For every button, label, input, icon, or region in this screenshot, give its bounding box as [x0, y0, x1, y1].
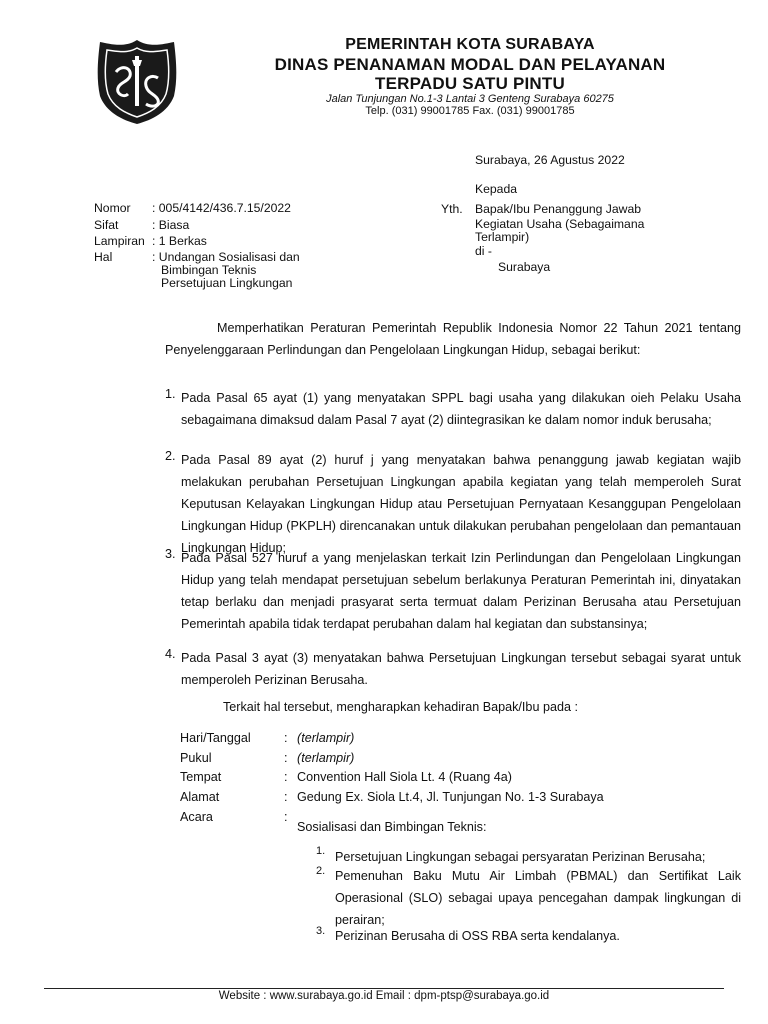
footer-divider — [44, 988, 724, 989]
meta-lampiran — [94, 234, 207, 248]
detail-colon: : — [284, 790, 288, 804]
meta-lampiran-label: Lampiran — [94, 234, 145, 248]
letter-date: Surabaya, 26 Agustus 2022 — [475, 153, 625, 167]
list-item: Pada Pasal 3 ayat (3) menyatakan bahwa Persetujuan Lingkungan tersebut sebagai syarat untuk memperoleh Perizinan Berusaha. — [181, 651, 741, 687]
meta-nomor — [94, 201, 291, 215]
header-government-name: PEMERINTAH KOTA SURABAYA — [345, 36, 595, 53]
meta-hal-value: : Undangan Sosialisasi dan — [152, 250, 300, 264]
detail-hari-value: (terlampir) — [297, 731, 355, 745]
list-item: Pada Pasal 527 huruf a yang menjelaskan terkait Izin Perlindungan dan Pengelolaan Lingkungan Hidup yang telah mendapat persetujuan sebelum berlakunya Peraturan Pemerintah ini, dinyatakan tetap berlaku dan menjadi prasyarat serta termuat dalam Perizinan Berusaha atau Persetujuan Pemerintah apabila tidak terdapat perubahan dalam hal kegiatan dan substansinya; — [181, 551, 741, 631]
item-number: 1. — [165, 387, 176, 401]
detail-hari-label: Hari/Tanggal — [180, 731, 251, 745]
acara-item: Pemenuhan Baku Mutu Air Limbah (PBMAL) dan Sertifikat Laik Operasional (SLO) sebagai upaya pencegahan dampak lingkungan di perairan; — [335, 869, 741, 927]
detail-pukul-label: Pukul — [180, 751, 212, 765]
recipient-name-line3: Terlampir) — [475, 230, 530, 244]
recipient-di: di - — [475, 244, 492, 258]
acara-item-number: 1. — [316, 845, 326, 857]
closing-sentence: Terkait hal tersebut, mengharapkan kehadiran Bapak/Ibu pada : — [223, 700, 578, 714]
meta-sifat — [94, 218, 189, 232]
meta-lampiran-value: : 1 Berkas — [152, 234, 207, 248]
acara-item: Persetujuan Lingkungan sebagai persyaratan Perizinan Berusaha; — [335, 850, 706, 864]
header-address: Jalan Tunjungan No.1-3 Lantai 3 Genteng Surabaya 60275 — [326, 93, 614, 105]
recipient-city: Surabaya — [498, 260, 551, 274]
recipient-kepada: Kepada — [475, 182, 518, 196]
recipient-name-line2: Kegiatan Usaha (Sebagaimana — [475, 217, 645, 231]
list-item: Pada Pasal 65 ayat (1) yang menyatakan SPPL bagi usaha yang dilakukan oieh Pelaku Usaha sebagaimana dimaksud dalam Pasal 7 ayat (2) diintegrasikan ke dalam nomor induk berusaha; — [181, 391, 741, 427]
detail-pukul-value: (terlampir) — [297, 751, 355, 765]
detail-colon: : — [284, 731, 288, 745]
meta-nomor-value: : 005/4142/436.7.15/2022 — [152, 201, 291, 215]
meta-hal-value-line2: Bimbingan Teknis — [161, 263, 257, 277]
detail-tempat-value: Convention Hall Siola Lt. 4 (Ruang 4a) — [297, 770, 512, 784]
meta-sifat-value: : Biasa — [152, 218, 190, 232]
detail-tempat-label: Tempat — [180, 770, 222, 784]
footer-contact: Website : www.surabaya.go.id Email : dpm-ptsp@surabaya.go.id — [218, 990, 550, 1002]
detail-alamat-value: Gedung Ex. Siola Lt.4, Jl. Tunjungan No. 1-3 Surabaya — [297, 790, 604, 804]
detail-colon: : — [284, 751, 288, 765]
header-agency-name-line1: DINAS PENANAMAN MODAL DAN PELAYANAN — [274, 55, 666, 74]
meta-nomor-label: Nomor — [94, 201, 131, 215]
detail-alamat-label: Alamat — [180, 790, 220, 804]
list-item: Pada Pasal 89 ayat (2) huruf j yang menyatakan bahwa penanggung jawab kegiatan wajib melakukan perubahan Persetujuan Lingkungan apabila kegiatan yang telah memperoleh Surat Keputusan Kelayakan Lingkungan Hidup atau Persetujuan Pernyataan Kesanggupan Pengelolaan Lingkungan Hidup (PKPLH) direncanakan untuk dilakukan perubahan pengelolaan dan pemantauan Lingkungan Hidup; — [181, 453, 741, 555]
city-emblem-logo — [94, 38, 180, 126]
recipient-name-line1: Bapak/Ibu Penanggung Jawab — [475, 202, 642, 216]
meta-hal-label: Hal — [94, 250, 113, 264]
item-number: 4. — [165, 647, 176, 661]
detail-acara-value: Sosialisasi dan Bimbingan Teknis: — [297, 820, 487, 834]
header-agency-name-line2: TERPADU SATU PINTU — [375, 74, 565, 93]
header-phone: Telp. (031) 99001785 Fax. (031) 99001785 — [365, 105, 575, 117]
item-number: 3. — [165, 547, 176, 561]
detail-colon: : — [284, 810, 288, 824]
intro-paragraph: Memperhatikan Peraturan Pemerintah Republik Indonesia Nomor 22 Tahun 2021 tentang Penyelenggaraan Perlindungan dan Pengelolaan Lingkungan Hidup, sebagai berikut: — [165, 321, 741, 357]
meta-sifat-label: Sifat — [94, 218, 119, 232]
acara-item: Perizinan Berusaha di OSS RBA serta kendalanya. — [335, 929, 620, 943]
recipient-yth: Yth. — [441, 202, 463, 216]
acara-item-number: 2. — [316, 865, 326, 877]
item-number: 2. — [165, 449, 176, 463]
detail-acara-label: Acara — [180, 810, 213, 824]
acara-item-number: 3. — [316, 925, 326, 937]
meta-hal-value-line3: Persetujuan Lingkungan — [161, 276, 293, 290]
detail-colon: : — [284, 770, 288, 784]
